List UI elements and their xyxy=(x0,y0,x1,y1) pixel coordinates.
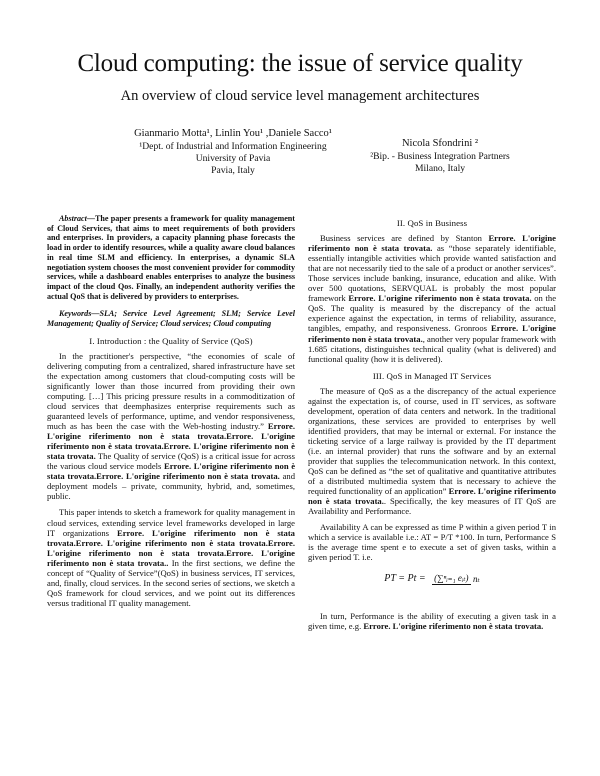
intro-p1-text-a: In the practitioner's perspective, “the economies of scale of delivering computing from a centralized, shared infrastructure have set the expectation among customers that cloud-computing costs will be significantly lower than those incurred from providing their own computing. […] This pricing pressure results in a commoditization of cloud services that deemphasizes enterprise requirements such as guaranteed levels of performance, uptime, and vendor responsiveness, much as has been the case with the Web-hosting industry.” xyxy=(47,350,295,432)
affiliation-left-1: ¹Dept. of Industrial and Information Engineering xyxy=(139,141,327,152)
section-heading-business: II. QoS in Business xyxy=(396,218,468,228)
intro-p2-text-a: This paper intends to sketch a framework for quality management in cloud services, extending service level frameworks developed in large IT organizations xyxy=(47,507,295,538)
abstract-label: Abstract— xyxy=(59,214,95,223)
managed-it-paragraph-1 xyxy=(308,386,556,517)
keywords xyxy=(47,309,295,328)
keywords-text: SLA; Service Level Agreement; SLM; Service Level Management; Quality of Service; Cloud services; Cloud computing xyxy=(47,309,295,329)
managed-it-p3-ref-error: Errore. L'origine riferimento non è stata trovata. xyxy=(363,620,544,631)
managed-it-paragraph-3 xyxy=(308,611,556,631)
intro-paragraph-1 xyxy=(47,351,295,502)
intro-p1-text-b: The Quality of service (QoS) is a critical issue for across the various cloud service models xyxy=(47,451,295,472)
right-column xyxy=(308,218,556,631)
affiliation-left-3: Pavia, Italy xyxy=(211,165,255,176)
business-text-d: , another very popular framework with 1.685 citations, distinguishes technical quality (what is delivered) and functional quality (how it is delivered). xyxy=(308,333,556,364)
formula-fraction xyxy=(432,573,480,585)
author-block-left xyxy=(118,128,348,177)
business-paragraph xyxy=(308,233,556,364)
formula-lhs: PT = Pt = xyxy=(384,572,426,584)
paper-subtitle: An overview of cloud service level management architectures xyxy=(120,88,480,104)
intro-p1-text-c: and deployment models – private, community, hybrid, and, sometimes, public. xyxy=(47,471,296,502)
business-text-a: Business services are defined by Stanton xyxy=(320,233,489,244)
intro-p2-text-b: In the first sections, we define the concept of “Quality of Service”(QoS) in business services, IT services, and, finally, cloud services. In the second series of sections, we sketch a QoS framework for cloud services, and we point out its differences versus traditional IT quality management. xyxy=(47,557,295,608)
affiliation-left-2: University of Pavia xyxy=(195,153,271,164)
managed-it-p1-ref-error: Errore. L'origine riferimento non è stata trovata. xyxy=(308,486,556,507)
intro-p1-ref-error-1: Errore. L'origine riferimento non è stata trovata.Errore. L'origine riferimento non è stata trovata.Errore. L'origine riferimento non è stata trovata. xyxy=(47,421,295,462)
intro-p1-ref-error-2: Errore. L'origine riferimento non è stata trovata.Errore. L'origine riferimento non è stata trovata. xyxy=(47,461,296,482)
author-names-right: Nicola Sfondrini ² xyxy=(401,138,479,149)
managed-it-paragraph-2: Availability A can be expressed as time P within a given period T in which a service is available i.e.: AT = P/T *100. In turn, Performance S is the average time spent e to execute a set of given tasks, within a given period T. i.e. xyxy=(308,522,556,563)
business-ref-error-3: Errore. L'origine riferimento non è stata trovata. xyxy=(308,323,556,344)
keywords-label: Keywords— xyxy=(59,309,100,319)
section-heading-introduction: I. Introduction : the Quality of Service (QoS) xyxy=(89,335,253,346)
formula-numerator: (∑ⁿᵢ₌₁ eᵢₜ) xyxy=(432,573,470,585)
left-column xyxy=(47,214,295,608)
intro-paragraph-2 xyxy=(47,507,295,607)
author-names-left: Gianmario Motta¹, Linlin You¹ ,Daniele Sacco¹ xyxy=(134,128,332,139)
formula-denominator: nₜ xyxy=(473,574,480,584)
affiliation-right-1: ²Bip. - Business Integration Partners xyxy=(370,151,510,162)
section-heading-managed-it: III. QoS in Managed IT Services xyxy=(372,370,492,381)
author-block-right xyxy=(335,138,545,175)
business-ref-error-1: Errore. L'origine riferimento non è stata trovata. xyxy=(308,233,556,254)
business-text-c: on the QoS. The quality is measured by the discrepancy of the actual experience against the expectation, in terms of reliability, assurance, tangibles, empathy, and responsiveness. Gronroos xyxy=(308,293,557,334)
paper-title: Cloud computing: the issue of service quality xyxy=(77,50,523,77)
managed-it-p1-text-b: . Specifically, the key measures of IT QoS are Availability and Performance. xyxy=(308,496,556,517)
performance-formula xyxy=(308,573,556,603)
abstract xyxy=(47,214,295,301)
abstract-text: The paper presents a framework for quality management of Cloud Services, that aims to meet requirements of both providers and enterprises. In providers, a capacity planning phase forecasts the load in order to identify resources, while a quality aware cloud balances in real time SLM and efficiency. In enterprises, a dynamic SLA negotiation system chooses the most convenient provider for commodity services, while a dashboard enables enterprises to analyze the business impact of the cloud Qos. Finally, an independent authority verifies the actual QoS that is delivered by providers to enterprises. xyxy=(47,214,295,301)
business-ref-error-2: Errore. L'origine riferimento non è stata trovata. xyxy=(348,293,532,304)
business-text-b: as “those separately identifiable, essentially intangible activities which provide wanted satisfaction and that are not necessarily tied to the sale of a product or another services”. Those services include banking, insurance, education and alike. With over 500 quotations, SERVQUAL is probably the most popular framework xyxy=(308,243,556,304)
intro-p2-ref-error: Errore. L'origine riferimento non è stata trovata.Errore. L'origine riferimento non è stata trovata.Errore. L'origine riferimento non è stata trovata.Errore. L'origine riferimento non è stata trovata.. xyxy=(47,527,295,568)
affiliation-right-2: Milano, Italy xyxy=(414,163,466,174)
managed-it-p3-text: In turn, Performance is the ability of executing a given task in a given time, e.g. xyxy=(308,610,556,631)
managed-it-p1-text-a: The measure of QoS as a the discrepancy of the actual experience against the expectation is, of course, used in IT services, as software development, operation of data centers and network. In the traditional organizations, these services are provided to enterprises by well identified providers, that may be internal or external. For instance the ticketing service of a large railway is provided by the IT department (i.e. an internal provider) that runs the software and by an external provider that supplies the telecommunication network. In this context, QoS can be defined as “the set of qualitative and quantitative attributes of a distributed multimedia system that is necessary to achieve the required functionality of an application” xyxy=(308,385,556,497)
